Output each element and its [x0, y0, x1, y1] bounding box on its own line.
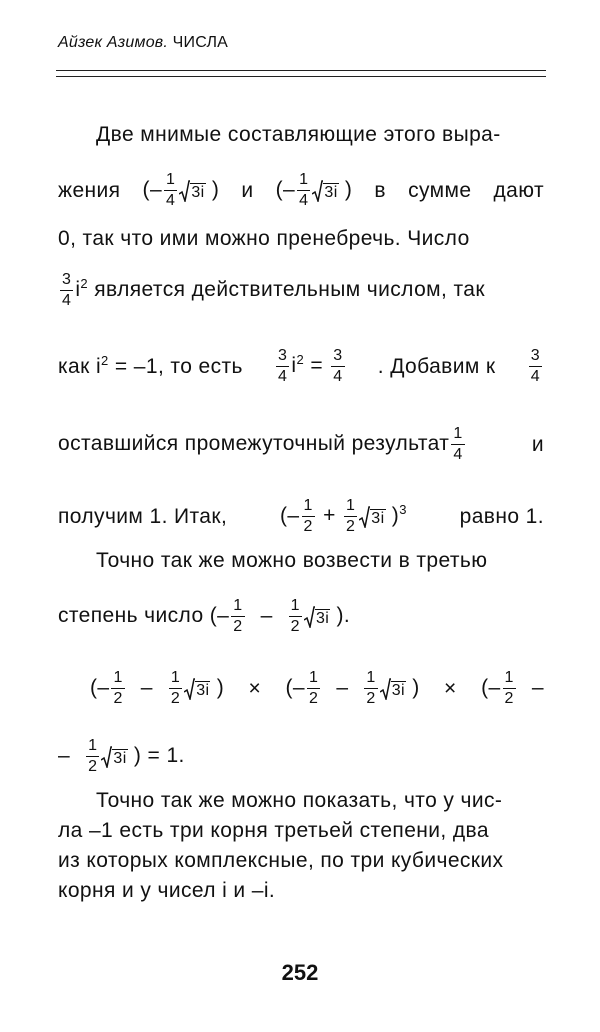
- radicand: 3i: [324, 183, 338, 201]
- running-header: [58, 34, 228, 52]
- numerator: 1: [451, 424, 464, 445]
- math-factor: (– $\frac{1}{2}$ – $\frac{1}{2}$ 3i ): [90, 669, 225, 707]
- math-expression: (– $\frac{1}{2}$ + $\frac{1}{2}$ 3i )$^3$: [280, 497, 407, 535]
- text-segment: получим 1. Итак,: [58, 504, 228, 528]
- fraction: [451, 424, 464, 465]
- paragraph-2-line-1: Точно так же можно возвести в третью: [96, 549, 488, 572]
- equation-line-1: [90, 668, 544, 709]
- times-sign: ×: [248, 676, 262, 700]
- denominator: 4: [453, 446, 463, 463]
- math-expression: (– $\frac{1}{4}$ 3i ): [275, 171, 353, 209]
- radicand: 3i: [196, 681, 210, 699]
- fraction: [297, 170, 310, 211]
- fraction: [289, 596, 302, 637]
- paragraph-1-line-5: [58, 346, 544, 387]
- paragraph-1-line-2: [58, 170, 544, 211]
- radical: [380, 678, 406, 700]
- fraction: [60, 270, 73, 311]
- page-number: 252: [281, 960, 319, 985]
- exponent: 2: [101, 352, 109, 368]
- fraction: [302, 496, 315, 537]
- fraction: [307, 668, 320, 709]
- denominator: 2: [113, 690, 123, 707]
- radical: [184, 678, 210, 700]
- fraction: [503, 668, 516, 709]
- numerator: 3: [529, 346, 542, 367]
- fraction: [164, 170, 177, 211]
- exponent: 2: [296, 352, 305, 368]
- radicand: 3i: [371, 509, 385, 527]
- text-segment: . Добавим к: [377, 354, 496, 378]
- radical: [101, 746, 127, 768]
- paragraph-3-line-4: корня и у чисел i и –i.: [58, 879, 276, 902]
- fraction: [169, 668, 182, 709]
- math-expression: $\frac{3}{4}$ $i^2$ = $\frac{3}{4}$: [278, 347, 343, 385]
- text-segment: жения: [58, 178, 121, 202]
- paragraph-3-line-1: Точно так же можно показать, что у чис-: [96, 789, 503, 812]
- denominator: 2: [303, 518, 313, 535]
- numerator: 1: [231, 596, 244, 617]
- numerator: 1: [86, 736, 99, 757]
- text-segment: сумме: [408, 178, 472, 202]
- math-factor: (– $\frac{1}{2}$ – $\frac{1}{2}$ 3i ): [285, 669, 420, 707]
- text-segment: степень число: [58, 604, 204, 628]
- paragraph-1-line-6: [58, 424, 544, 465]
- numerator: 1: [289, 596, 302, 617]
- text-segment: является действительным числом, так: [94, 278, 485, 302]
- denominator: 4: [166, 192, 176, 209]
- imaginary-unit: i: [291, 354, 297, 378]
- numerator: 1: [344, 496, 357, 517]
- text-segment: [58, 424, 467, 465]
- numerator: 1: [111, 668, 124, 689]
- denominator: 4: [299, 192, 309, 209]
- math-expression: (– $\frac{1}{2}$ – $\frac{1}{2}$ 3i ).: [209, 597, 351, 635]
- numerator: 3: [331, 346, 344, 367]
- numerator: 1: [169, 668, 182, 689]
- numerator: 1: [364, 668, 377, 689]
- paragraph-3-line-3: из которых комплексные, по три кубических: [58, 849, 504, 872]
- denominator: 4: [333, 368, 343, 385]
- denominator: 4: [530, 368, 540, 385]
- radical: [359, 506, 385, 528]
- radicand: 3i: [315, 609, 330, 627]
- exponent: 2: [80, 276, 89, 292]
- paragraph-1-line-1: Две мнимые составляющие этого выра-: [96, 123, 501, 146]
- denominator: 2: [233, 618, 243, 635]
- denominator: 4: [278, 368, 288, 385]
- text-segment: [58, 354, 243, 380]
- numerator: 1: [164, 170, 177, 191]
- radical: [304, 606, 330, 628]
- numerator: 1: [307, 668, 320, 689]
- equation-result: ) = 1.: [133, 744, 185, 768]
- header-rule-bottom: [56, 76, 546, 77]
- paragraph-3-line-2: ла –1 есть три корня третьей степени, два: [58, 819, 489, 842]
- text-segment: в: [374, 178, 386, 202]
- paragraph-1-line-4: [58, 270, 544, 311]
- text-fragment: оставшийся промежуточный результат: [58, 432, 450, 456]
- radicand: 3i: [113, 749, 127, 767]
- denominator: 4: [62, 292, 72, 309]
- paragraph-1-line-7: [58, 496, 544, 537]
- fraction: [86, 736, 99, 777]
- header-title: ЧИСЛА: [172, 34, 229, 51]
- text-fragment: как i: [58, 354, 102, 378]
- denominator: 2: [290, 618, 300, 635]
- math-factor: (– $\frac{1}{2}$ –: [481, 669, 544, 707]
- radicand: 3i: [191, 183, 205, 201]
- fraction: [364, 668, 377, 709]
- denominator: 2: [170, 690, 181, 707]
- paragraph-2-line-2: [58, 596, 544, 637]
- fraction: [331, 346, 344, 387]
- radical: [179, 180, 205, 202]
- numerator: 3: [276, 346, 289, 367]
- fraction: [276, 346, 289, 387]
- fraction: [344, 496, 357, 537]
- numerator: 1: [503, 668, 516, 689]
- denominator: 2: [309, 690, 319, 707]
- text-fragment: = –1, то есть: [108, 354, 243, 378]
- fraction: [529, 346, 542, 387]
- math-expression: (– $\frac{1}{4}$ 3i ): [142, 171, 220, 209]
- equation-line-2: – $\frac{1}{2}$ 3i ) = 1.: [58, 737, 185, 775]
- times-sign: ×: [444, 676, 457, 700]
- numerator: 1: [297, 170, 310, 191]
- header-rule-top: [56, 70, 546, 71]
- exponent: 3: [399, 502, 407, 518]
- fraction: [111, 668, 124, 709]
- radicand: 3i: [391, 681, 405, 699]
- text-segment: дают: [493, 178, 544, 202]
- header-author: Айзек Азимов.: [58, 34, 168, 51]
- text-segment: равно 1.: [459, 504, 544, 528]
- imaginary-unit: i: [75, 278, 81, 302]
- numerator: 1: [302, 496, 315, 517]
- denominator: 2: [88, 758, 98, 775]
- paragraph-1-line-3: 0, так что ими можно пренебречь. Число: [58, 227, 470, 250]
- numerator: 3: [60, 270, 73, 291]
- denominator: 2: [366, 690, 376, 707]
- text-segment: и: [531, 432, 544, 456]
- radical: [312, 180, 338, 202]
- denominator: 2: [504, 690, 514, 707]
- denominator: 2: [345, 518, 356, 535]
- text-segment: и: [241, 178, 254, 202]
- fraction: [231, 596, 244, 637]
